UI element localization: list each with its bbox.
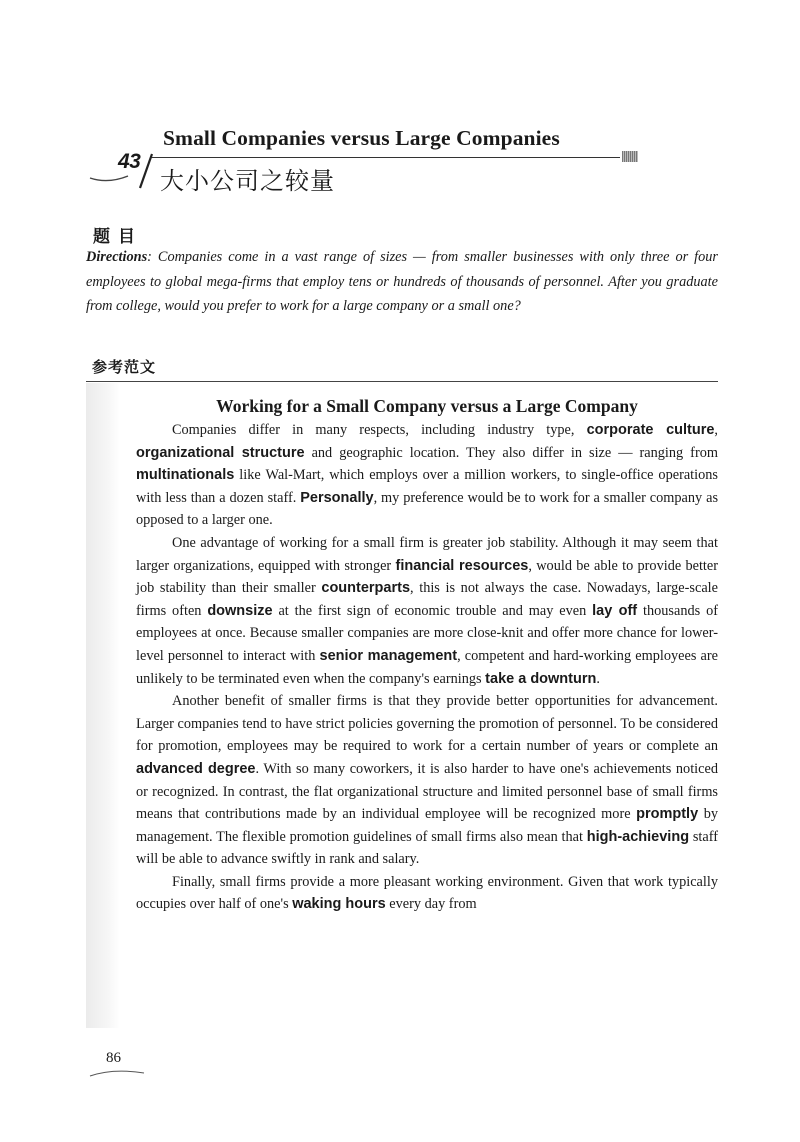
essay-text: staff will be able to advance swiftly in rank and salary.	[136, 828, 718, 868]
essay-paragraph	[136, 871, 718, 916]
key-phrase: counterparts	[321, 580, 411, 597]
essay-text: .	[596, 670, 600, 687]
essay-body	[136, 419, 718, 916]
title-rule-end-marker	[622, 151, 638, 162]
page-number-swoosh-icon	[88, 1068, 148, 1078]
essay-text: , my preference would be to work for a smaller company as opposed to a larger one.	[136, 489, 719, 529]
essay-paragraph	[136, 532, 718, 690]
essay-text: , would be able to provide better job stability than their smaller	[136, 557, 719, 597]
sample-essay	[136, 394, 718, 916]
essay-text: . With so many coworkers, it is also harder to have one's achievements noticed or recognized. In contrast, the flat organizational structure and limited personnel base of small firms means that contributions made by an individual employee will be recognized more	[136, 760, 718, 823]
key-phrase: downsize	[207, 602, 273, 619]
essay-text: thousands of employees at once. Because smaller companies are more close-knit and offer more chance for lower-level personnel to interact with	[136, 602, 718, 664]
essay-text: One advantage of working for a small firm is greater job stability. Although it may seem that larger organizations, equipped with stronger	[136, 534, 718, 574]
title-rule	[150, 157, 620, 158]
directions-paragraph	[86, 245, 718, 319]
page-number: 86	[106, 1050, 121, 1066]
key-phrase: high-achieving	[586, 828, 690, 845]
key-phrase: Personally	[300, 489, 374, 506]
essay-text: Companies differ in many respects, including industry type,	[172, 422, 587, 438]
essay-paragraph	[136, 690, 718, 871]
essay-text: , this is not always the case. Nowadays, large-scale firms often	[136, 580, 718, 619]
essay-text: Finally, small firms provide a more pleasant working environment. Given that work typically occupies over half of one's	[136, 873, 718, 913]
margin-shading	[86, 383, 120, 1028]
essay-text: , competent and hard-working employees are unlikely to be terminated even when the company's earnings	[136, 647, 718, 687]
unit-title-english: Small Companies versus Large Companies	[163, 126, 560, 150]
key-phrase: lay off	[592, 602, 638, 619]
key-phrase: waking hours	[292, 896, 386, 913]
sample-divider	[86, 381, 718, 382]
essay-paragraph	[136, 419, 718, 532]
essay-text: Another benefit of smaller firms is that they provide better opportunities for advancement. Larger companies tend to have strict policies governing the promotion of personnel. To be considered for promotion, employees may be required to work for a certain number of years or complete an	[136, 693, 718, 755]
key-phrase: promptly	[636, 806, 699, 823]
key-phrase: advanced degree	[136, 760, 256, 777]
essay-text: like Wal-Mart, which employs over a million workers, to single-office operations with less than a dozen staff.	[136, 467, 718, 506]
key-phrase: corporate culture	[586, 422, 715, 438]
essay-text: by management. The flexible promotion guidelines of small firms also mean that	[136, 806, 718, 845]
essay-title: Working for a Small Company versus a Large Company	[216, 396, 638, 416]
essay-text: ,	[714, 422, 718, 438]
key-phrase: organizational structure	[136, 444, 305, 461]
key-phrase: multinationals	[136, 467, 235, 484]
sample-essay-label: 参考范文	[92, 358, 157, 376]
directions-heading: Directions	[86, 249, 148, 265]
essay-text: and geographic location. They also differ in size — ranging from	[304, 444, 718, 461]
topic-label: 题目	[93, 227, 143, 247]
key-phrase: take a downturn	[485, 670, 597, 687]
essay-text: at the first sign of economic trouble and may even	[272, 602, 593, 619]
directions-text: : Companies come in a vast range of sizes — from smaller businesses with only three or four employees to global mega-firms that employ tens or hundreds of thousands of personnel. After you graduate from college, would you prefer to work for a large company or a small one?	[86, 249, 718, 314]
key-phrase: financial resources	[395, 557, 529, 574]
essay-text: every day from	[385, 896, 477, 913]
unit-number: 43	[118, 150, 141, 173]
key-phrase: senior management	[319, 647, 458, 664]
unit-title-chinese: 大小公司之较量	[160, 167, 335, 195]
